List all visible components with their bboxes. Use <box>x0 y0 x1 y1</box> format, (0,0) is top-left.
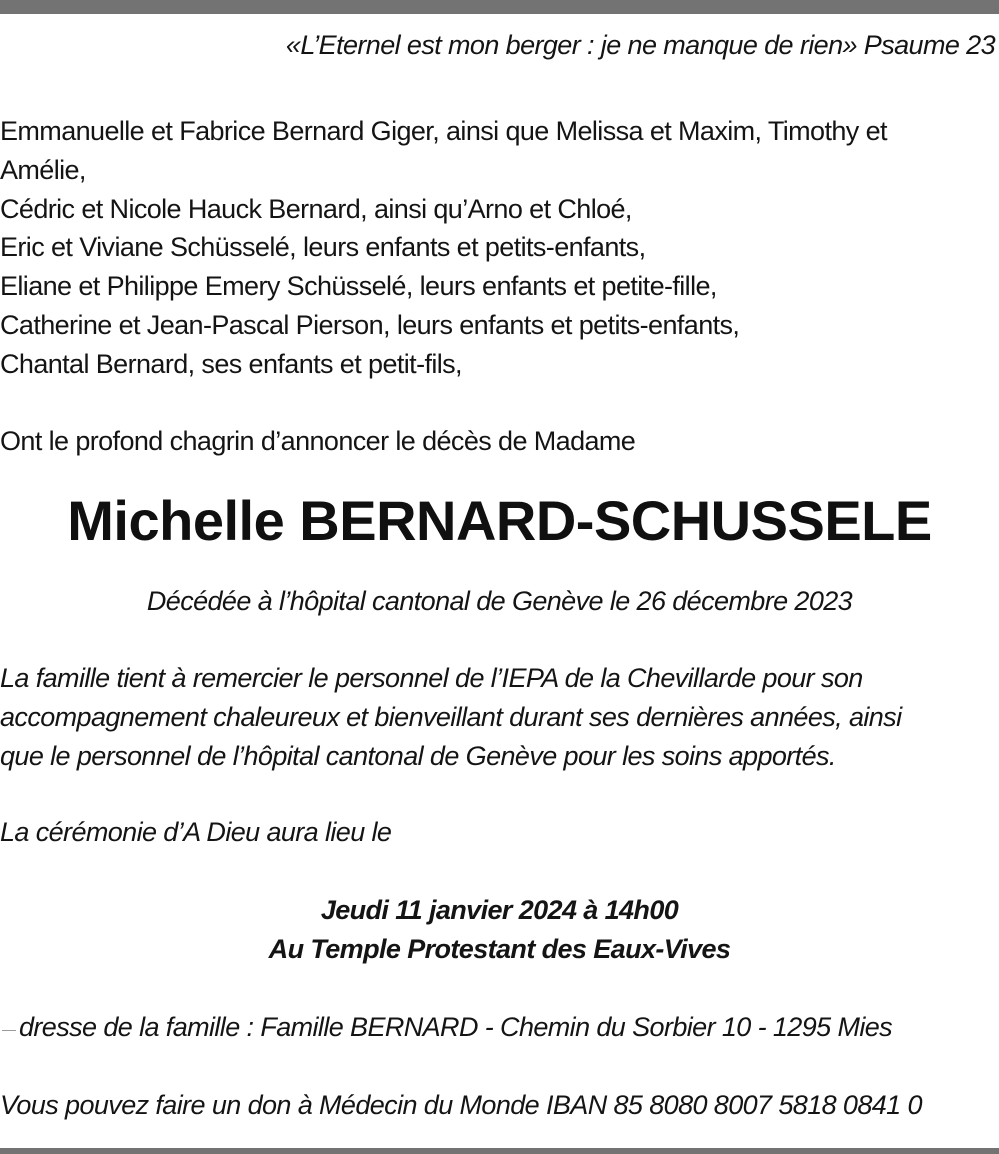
family-line: Emmanuelle et Fabrice Bernard Giger, ainsi que Melissa et Maxim, Timothy et <box>0 116 887 146</box>
ceremony-place: Au Temple Protestant des Eaux-Vives <box>268 934 731 964</box>
family-line: Eliane et Philippe Emery Schüsselé, leurs enfants et petite-fille, <box>0 271 717 301</box>
ceremony-date: Jeudi 11 janvier 2024 à 14h00 <box>320 895 679 925</box>
cut-mark <box>2 1030 16 1031</box>
ceremony-intro: La cérémonie d’A Dieu aura lieu le <box>0 817 392 847</box>
top-divider <box>0 0 999 14</box>
family-line: Eric et Viviane Schüsselé, leurs enfants et petits-enfants, <box>0 232 646 262</box>
family-address: dresse de la famille : Famille BERNARD - Chemin du Sorbier 10 - 1295 Mies <box>19 1012 893 1042</box>
family-line: Catherine et Jean-Pascal Pierson, leurs enfants et petits-enfants, <box>0 310 740 340</box>
death-note: Décédée à l’hôpital cantonal de Genève le 26 décembre 2023 <box>146 586 853 616</box>
donation-note: Vous pouvez faire un don à Médecin du Monde IBAN 85 8080 8007 5818 0841 0 <box>0 1090 922 1120</box>
deceased-name: Michelle BERNARD-SCHUSSELE <box>67 489 932 552</box>
epigraph: «L’Eternel est mon berger : je ne manque de rien» Psaume 23 <box>285 30 995 60</box>
family-line: Chantal Bernard, ses enfants et petit-fils, <box>0 349 462 379</box>
family-line: Amélie, <box>0 155 86 185</box>
thanks-line: accompagnement chaleureux et bienveillant durant ses dernières années, ainsi <box>0 702 902 732</box>
family-line: Cédric et Nicole Hauck Bernard, ainsi qu’Arno et Chloé, <box>0 194 632 224</box>
thanks-line: La famille tient à remercier le personnel de l’IEPA de la Chevillarde pour son <box>0 663 863 693</box>
thanks-line: que le personnel de l’hôpital cantonal de Genève pour les soins apportés. <box>0 741 836 771</box>
bottom-divider <box>0 1148 999 1154</box>
announcement: Ont le profond chagrin d’annoncer le décès de Madame <box>0 426 636 456</box>
